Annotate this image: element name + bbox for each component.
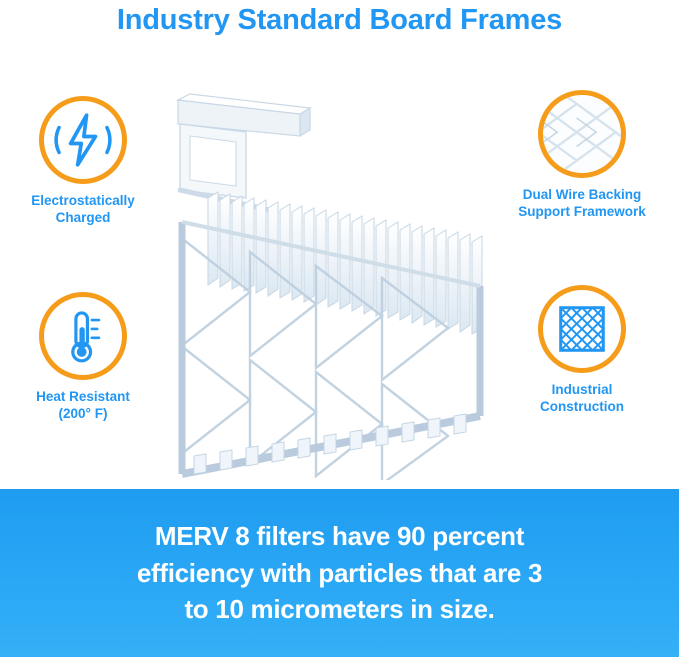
pleated-air-filter-image bbox=[150, 80, 510, 480]
banner-line-2: efficiency with particles that are 3 bbox=[136, 557, 543, 588]
feature-label-line1: Industrial bbox=[551, 382, 613, 397]
merv-rating-banner bbox=[0, 489, 679, 657]
wire-mesh-icon bbox=[538, 90, 626, 178]
feature-label-line2: Charged bbox=[55, 209, 111, 225]
feature-label-line1: Dual Wire Backing bbox=[522, 187, 642, 202]
feature-label bbox=[497, 187, 667, 221]
feature-heat-resistant bbox=[0, 292, 168, 423]
banner-line-3: to 10 micrometers in size. bbox=[184, 594, 495, 625]
feature-label bbox=[0, 193, 168, 227]
feature-electrostatically-charged bbox=[0, 96, 168, 227]
page-title: Industry Standard Board Frames bbox=[116, 4, 563, 36]
lattice-panel-icon bbox=[538, 285, 626, 373]
feature-label bbox=[0, 389, 168, 423]
filter-illustration bbox=[150, 80, 510, 480]
feature-label-line1: Heat Resistant bbox=[36, 389, 130, 404]
feature-label-line2: Construction bbox=[540, 398, 624, 414]
feature-industrial-construction bbox=[497, 285, 667, 416]
thermometer-icon bbox=[39, 292, 127, 380]
banner-text bbox=[109, 518, 570, 629]
feature-label-line2: (200° F) bbox=[58, 405, 108, 421]
feature-dual-wire-backing bbox=[497, 90, 667, 221]
banner-line-1: MERV 8 filters have 90 percent bbox=[154, 520, 525, 551]
feature-label-line1: Electrostatically bbox=[31, 193, 135, 208]
lightning-bolt-icon bbox=[39, 96, 127, 184]
feature-label bbox=[497, 382, 667, 416]
feature-label-line2: Support Framework bbox=[518, 203, 646, 219]
